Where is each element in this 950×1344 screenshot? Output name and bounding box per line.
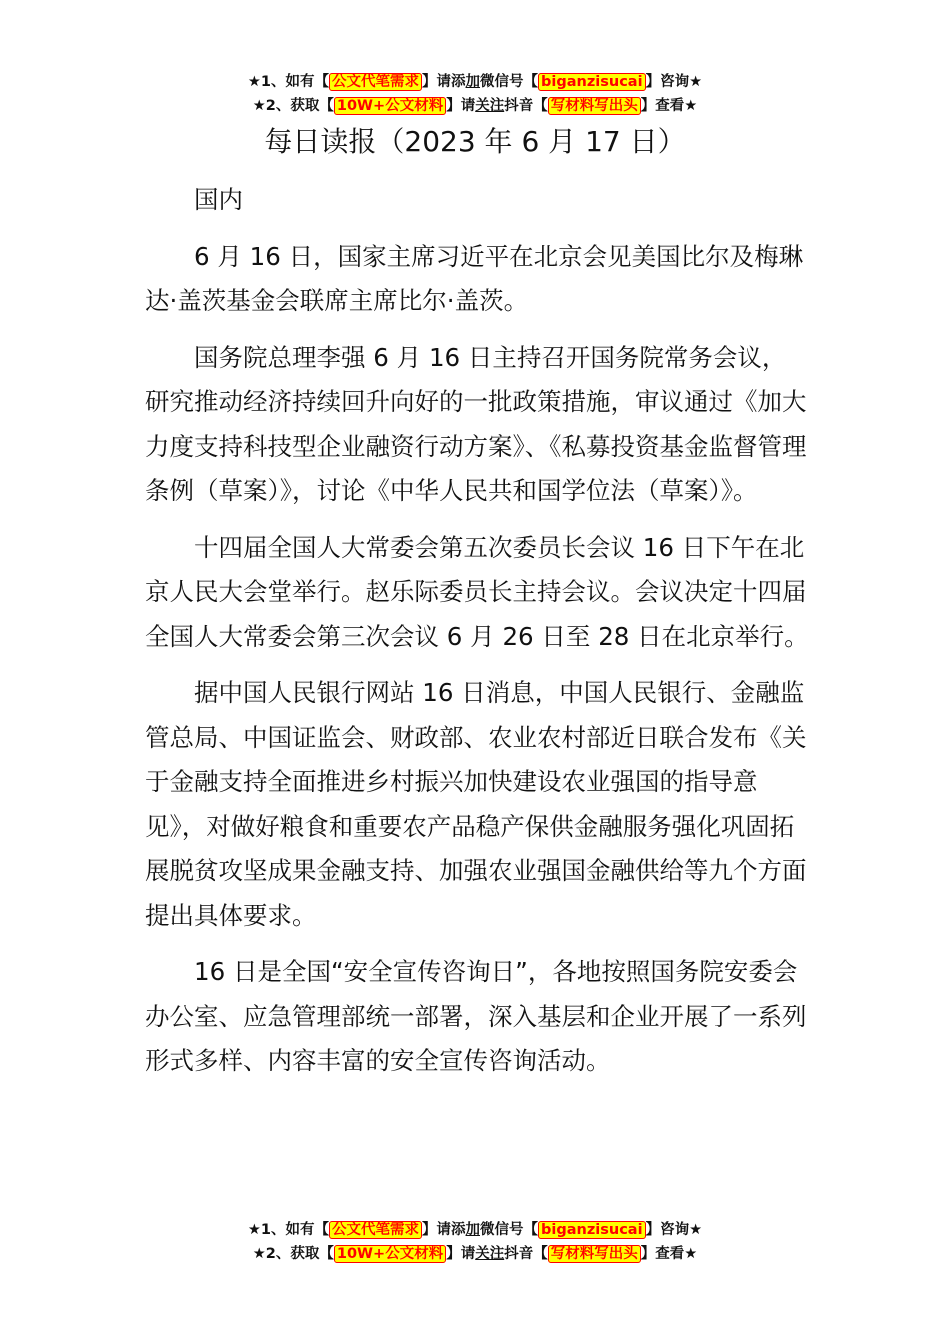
banner-text: ★1、如有【 (247, 1222, 330, 1238)
banner-line-1 (0, 70, 950, 94)
paragraph: 十四届全国人大常委会第五次委员长会议 16 日下午在北京人民大会堂举行。赵乐际委员长主持会议。会议决定十四届全国人大常委会第三次会议 6 月 26 日至 28 日在北京举行。 (145, 532, 809, 651)
banner-text: 微信号【 (480, 74, 539, 90)
banner-text-underlined: 加 (465, 74, 481, 90)
banner-text: 】查看★ (640, 1246, 698, 1262)
banner-text: 】请 (446, 1246, 476, 1262)
wechat-id-badge: biganzisucai (538, 1221, 646, 1239)
banner-text: 】请 (446, 98, 476, 114)
banner-text: 抖音【 (504, 1246, 548, 1262)
banner-text: ★2、获取【 (252, 98, 334, 114)
banner-text: 】咨询★ (645, 74, 703, 90)
paragraph: 16 日是全国“安全宣传咨询日”，各地按照国务院安委会办公室、应急管理部统一部署，深入基层和企业开展了一系列形式多样、内容丰富的安全宣传咨询活动。 (145, 957, 807, 1075)
banner-line-2 (0, 1242, 950, 1266)
highlight-badge: 公文代笔需求 (329, 73, 422, 91)
banner-line-2 (0, 94, 950, 118)
wechat-id-badge: biganzisucai (538, 73, 646, 91)
highlight-badge: 公文代笔需求 (329, 1221, 422, 1239)
banner-line-1 (0, 1218, 950, 1242)
douyin-account-badge: 写材料写出头 (548, 1245, 641, 1263)
banner-text: 】请添 (422, 74, 466, 90)
banner-text-underlined: 关注 (475, 98, 505, 114)
banner-text: 微信号【 (480, 1222, 539, 1238)
footer-banner (0, 1218, 950, 1266)
banner-text: ★2、获取【 (252, 1246, 334, 1262)
banner-text: 】请添 (422, 1222, 466, 1238)
paragraph: 6 月 16 日，国家主席习近平在北京会见美国比尔及梅琳达·盖茨基金会联席主席比尔·盖茨。 (145, 241, 804, 315)
banner-text: ★1、如有【 (247, 74, 330, 90)
document-body (145, 178, 810, 1096)
highlight-badge: 10W+公文材料 (334, 97, 446, 115)
banner-text: 抖音【 (504, 98, 548, 114)
douyin-account-badge: 写材料写出头 (548, 97, 641, 115)
section-heading: 国内 (194, 185, 243, 214)
header-banner (0, 70, 950, 118)
banner-text: 】查看★ (640, 98, 698, 114)
banner-text: 】咨询★ (645, 1222, 703, 1238)
page-title: 每日读报（2023 年 6 月 17 日） (264, 125, 686, 158)
banner-text-underlined: 加 (465, 1222, 481, 1238)
paragraph: 国务院总理李强 6 月 16 日主持召开国务院常务会议，研究推动经济持续回升向好的一批政策措施，审议通过《加大力度支持科技型企业融资行动方案》、《私募投资基金监督管理条例（草案）》，讨论《中华人民共和国学位法（草案）》。 (145, 342, 807, 505)
highlight-badge: 10W+公文材料 (334, 1245, 446, 1263)
paragraph: 据中国人民银行网站 16 日消息，中国人民银行、金融监管总局、中国证监会、财政部、农业农村部近日联合发布《关于金融支持全面推进乡村振兴加快建设农业强国的指导意见》，对做好粮食和重要农产品稳产保供金融服务强化巩固拓展脱贫攻坚成果金融支持、加强农业强国金融供给等九个方面提出具体要求。 (145, 678, 807, 930)
banner-text-underlined: 关注 (475, 1246, 505, 1262)
